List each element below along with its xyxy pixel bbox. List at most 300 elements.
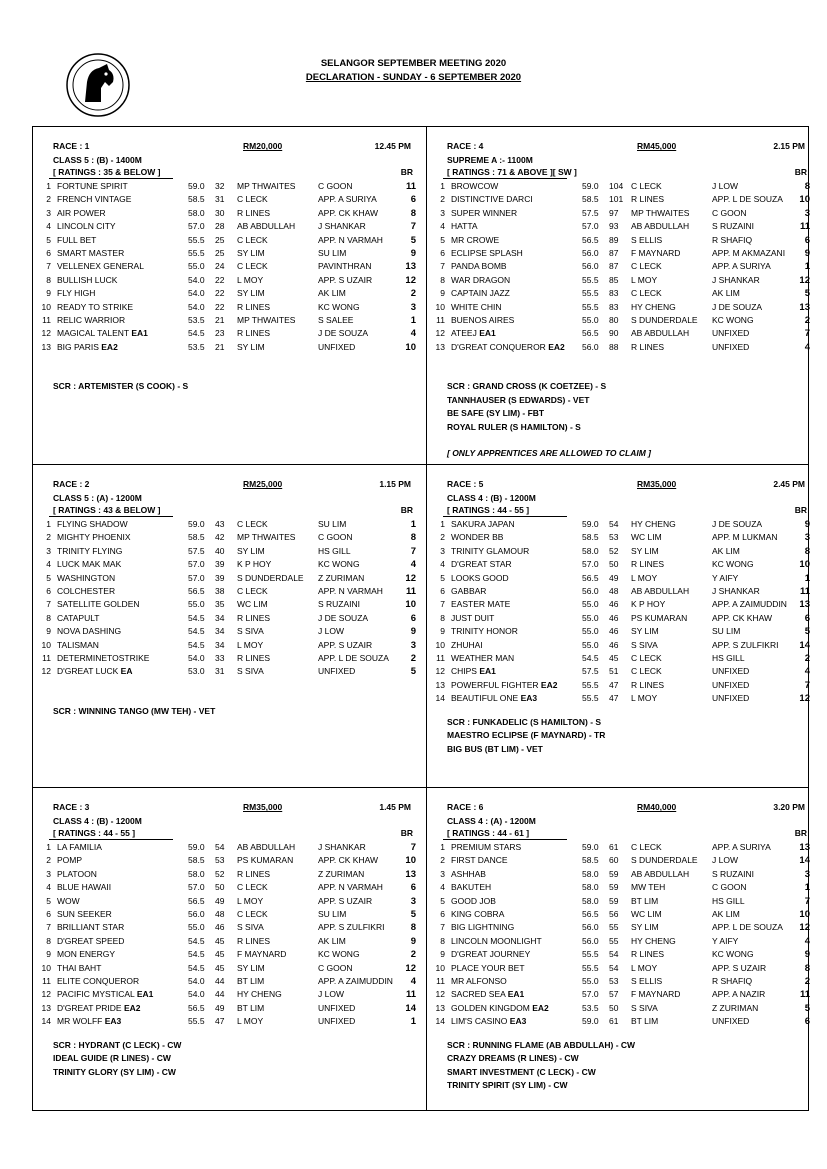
horse-name: BULLISH LUCK [57, 274, 118, 285]
table-row [431, 908, 810, 921]
emergency-tag: EA3 [520, 693, 538, 704]
weight: 53.5 [582, 1002, 599, 1013]
scratchings [53, 380, 188, 394]
trainer: WC LIM [631, 532, 662, 543]
barrier: 13 [405, 868, 416, 880]
horse-name: SAKURA JAPAN [451, 519, 515, 529]
scratching-line: SCR : FUNKADELIC (S HAMILTON) - S [447, 716, 602, 727]
jockey: J SHANKAR [318, 842, 366, 852]
trainer: S SIVA [237, 666, 264, 677]
trainer: PS KUMARAN [631, 612, 688, 623]
horse-number: 9 [440, 288, 445, 299]
table-row [431, 247, 810, 260]
rating: 54 [609, 962, 619, 973]
jockey: UNFIXED [712, 666, 750, 677]
trainer: R LINES [237, 328, 271, 339]
runners-table [37, 180, 416, 354]
jockey: C GOON [712, 207, 747, 218]
rating: 25 [215, 248, 225, 259]
race-class: CLASS 4 : (B) - 1200M [447, 493, 536, 503]
horse-name: NOVA DASHING [57, 626, 122, 637]
horse-name: D'GREAT CONQUEROR EA2 [451, 341, 565, 352]
scratching-line: SCR : ARTEMISTER (S COOK) - S [53, 381, 189, 392]
horse-name: D'GREAT STAR [451, 559, 512, 570]
table-row [431, 868, 810, 881]
race-class: SUPREME A :- 1100M [447, 155, 533, 165]
jockey: UNFIXED [712, 341, 750, 352]
weight: 56.0 [582, 248, 599, 259]
trainer: AB ABDULLAH [631, 328, 690, 339]
horse-name: TRINITY FLYING [57, 545, 123, 556]
horse-number: 11 [42, 976, 51, 987]
jockey: J SHANKAR [318, 221, 366, 232]
table-row [37, 975, 416, 988]
barrier: 13 [799, 842, 810, 853]
jockey: SU LIM [318, 909, 347, 920]
horse-number: 5 [46, 895, 51, 906]
horse-number: 6 [46, 909, 51, 920]
rating: 52 [215, 868, 225, 879]
race-time: 1.45 PM [379, 802, 411, 812]
race-time: 3.20 PM [773, 802, 805, 812]
horse-number: 4 [440, 882, 445, 893]
barrier: 6 [804, 234, 810, 246]
runners-table [37, 841, 416, 1029]
rating: 31 [215, 666, 225, 677]
horse-name: WASHINGTON [57, 572, 116, 583]
horse-number: 3 [440, 868, 445, 879]
horse-name: GOLDEN KINGDOM EA2 [451, 1002, 549, 1013]
rating: 31 [215, 194, 225, 205]
table-row [431, 274, 810, 287]
rating: 34 [215, 626, 225, 637]
rating: 93 [609, 221, 619, 232]
rating: 42 [215, 532, 225, 543]
trainer: C LECK [631, 666, 662, 677]
rating: 33 [215, 653, 225, 664]
horse-number: 8 [46, 274, 51, 285]
jockey: APP. A SURIYA [318, 194, 377, 205]
table-row [37, 988, 416, 1001]
barrier: 10 [799, 909, 810, 921]
horse-name: PLACE YOUR BET [451, 962, 525, 973]
horse-name: TRINITY HONOR [451, 626, 518, 637]
weight: 54.5 [188, 935, 205, 946]
horse-name: SACRED SEA EA1 [451, 989, 525, 1000]
horse-number: 11 [436, 315, 445, 326]
horse-name: FLY HIGH [57, 288, 96, 299]
jockey: APP. CK KHAW [318, 207, 378, 218]
table-row [431, 1002, 810, 1015]
rating: 25 [215, 234, 225, 245]
horse-name: TRINITY GLAMOUR [451, 545, 530, 556]
barrier: 12 [799, 922, 810, 934]
horse-name: THAI BAHT [57, 962, 102, 973]
weight: 56.5 [582, 909, 599, 920]
horse-name: LINCOLN CITY [57, 221, 116, 232]
declaration-subtitle: DECLARATION - SUNDAY - 6 SEPTEMBER 2020 [305, 72, 522, 83]
table-row [37, 314, 416, 327]
barrier: 8 [804, 181, 810, 192]
table-row [431, 935, 810, 948]
rating: 38 [215, 586, 225, 597]
rating: 87 [609, 248, 619, 259]
race-number: RACE : 3 [53, 802, 90, 812]
horse-number: 11 [436, 653, 445, 664]
race-panel [33, 127, 421, 452]
horse-number: 1 [440, 842, 445, 852]
race-ratings: [ RATINGS : 43 & BELOW ] [53, 505, 161, 515]
table-row [37, 639, 416, 652]
weight: 59.0 [188, 519, 205, 529]
barrier: 12 [405, 962, 416, 974]
horse-name: WOW [57, 895, 80, 906]
barrier: 7 [804, 895, 810, 907]
rating: 24 [215, 261, 225, 272]
barrier: 14 [799, 639, 810, 651]
rating: 80 [609, 315, 619, 326]
horse-number: 10 [435, 639, 445, 650]
barrier: 4 [410, 976, 416, 988]
horse-name: FORTUNE SPIRIT [57, 181, 128, 191]
weight: 58.0 [582, 545, 599, 556]
br-header: BR [400, 828, 413, 838]
trainer: SY LIM [631, 545, 659, 556]
weight: 58.5 [582, 532, 599, 543]
table-row [37, 558, 416, 571]
rating: 59 [609, 882, 619, 893]
horse-name: LINCOLN MOONLIGHT [451, 935, 542, 946]
horse-number: 9 [440, 949, 445, 960]
scratching-line: CRAZY DREAMS (R LINES) - CW [447, 1053, 579, 1064]
trainer: MP THWAITES [237, 181, 296, 191]
jockey: APP. S UZAIR [318, 639, 373, 650]
jockey: SU LIM [318, 519, 347, 529]
barrier: 2 [410, 949, 416, 961]
rating: 97 [609, 207, 619, 218]
horse-name: FIRST DANCE [451, 855, 508, 866]
trainer: S SIVA [631, 639, 658, 650]
trainer: R LINES [237, 207, 271, 218]
race-ratings: [ RATINGS : 35 & BELOW ] [53, 167, 161, 177]
barrier: 14 [405, 1002, 416, 1014]
scratchings [447, 1039, 635, 1093]
weight: 57.5 [582, 207, 599, 218]
horse-number: 6 [440, 586, 445, 597]
horse-number: 13 [435, 1002, 445, 1013]
horse-name: BROWCOW [451, 181, 499, 191]
horse-number: 11 [42, 315, 51, 326]
horse-number: 10 [41, 301, 51, 312]
rating: 83 [609, 301, 619, 312]
trainer: R LINES [631, 679, 665, 690]
horse-number: 8 [46, 612, 51, 623]
trainer: F MAYNARD [631, 248, 681, 259]
horse-name: PLATOON [57, 868, 97, 879]
barrier: 4 [410, 559, 416, 571]
jockey: KC WONG [712, 559, 754, 570]
jockey: UNFIXED [712, 1016, 750, 1027]
barrier: 5 [804, 1002, 810, 1014]
table-row [37, 854, 416, 867]
jockey: Z ZURIMAN [318, 868, 365, 879]
horse-number: 2 [440, 532, 445, 543]
rating: 46 [215, 922, 225, 933]
horse-number: 1 [46, 181, 51, 191]
horse-name: POWERFUL FIGHTER EA2 [451, 679, 558, 690]
trainer: BT LIM [631, 1016, 659, 1027]
rating: 53 [609, 532, 619, 543]
horse-number: 2 [46, 194, 51, 205]
weight: 56.0 [582, 261, 599, 272]
weight: 58.0 [188, 207, 205, 218]
barrier: 3 [804, 532, 810, 544]
horse-name: VELLENEX GENERAL [57, 261, 144, 272]
horse-number: 2 [46, 855, 51, 866]
weight: 59.0 [188, 842, 205, 852]
rating: 50 [609, 1002, 619, 1013]
horse-name: ECLIPSE SPLASH [451, 248, 523, 259]
table-row [431, 180, 810, 193]
horse-number: 7 [46, 922, 51, 933]
jockey: APP. N VARMAH [318, 882, 383, 893]
jockey: SU LIM [712, 626, 741, 637]
trainer: C LECK [237, 261, 268, 272]
table-row [431, 841, 810, 854]
table-row [431, 531, 810, 544]
barrier: 2 [410, 653, 416, 665]
rating: 21 [215, 341, 225, 352]
rating: 40 [215, 545, 225, 556]
br-header: BR [400, 505, 413, 515]
horse-name: WAR DRAGON [451, 274, 511, 285]
horse-name: PREMIUM STARS [451, 842, 522, 852]
weight: 57.0 [582, 221, 599, 232]
horse-name: LIM'S CASINO EA3 [451, 1016, 527, 1027]
jockey: APP. A SURIYA [712, 842, 771, 852]
table-row [37, 180, 416, 193]
trainer: HY CHENG [631, 519, 676, 529]
table-row [431, 220, 810, 233]
trainer: BT LIM [237, 1002, 265, 1013]
rating: 89 [609, 234, 619, 245]
race-class: CLASS 5 : (A) - 1200M [53, 493, 142, 503]
horse-name: CAPTAIN JAZZ [451, 288, 510, 299]
rating: 59 [609, 868, 619, 879]
barrier: 11 [405, 586, 416, 598]
barrier: 1 [410, 519, 416, 530]
race-purse: RM20,000 [243, 141, 283, 151]
trainer: MP THWAITES [237, 532, 296, 543]
emergency-tag: EA3 [509, 1016, 527, 1027]
horse-name: ZHUHAI [451, 639, 483, 650]
barrier: 9 [804, 519, 810, 530]
jockey: J LOW [712, 855, 738, 866]
weight: 57.0 [188, 221, 205, 232]
trainer: R LINES [237, 868, 271, 879]
table-row [37, 572, 416, 585]
weight: 55.0 [188, 599, 205, 610]
horse-name: SUN SEEKER [57, 909, 112, 920]
horse-name: KING COBRA [451, 909, 505, 920]
rating: 44 [215, 989, 225, 1000]
emergency-tag: EA2 [101, 341, 118, 352]
trainer: C LECK [631, 842, 662, 852]
race-purse: RM40,000 [637, 802, 677, 812]
horse-number: 13 [435, 341, 445, 352]
jockey: C GOON [318, 532, 353, 543]
trainer: HY CHENG [631, 301, 676, 312]
table-row [37, 193, 416, 206]
rating: 39 [215, 572, 225, 583]
trainer: HY CHENG [237, 989, 282, 1000]
jockey: APP. N VARMAH [318, 234, 383, 245]
horse-number: 10 [435, 962, 445, 973]
trainer: L MOY [237, 1016, 264, 1027]
horse-number: 4 [440, 221, 445, 232]
jockey: J LOW [318, 626, 344, 637]
horse-name: LUCK MAK MAK [57, 559, 122, 570]
rating: 45 [215, 949, 225, 960]
table-row [431, 962, 810, 975]
horse-name: SMART MASTER [57, 248, 125, 259]
barrier: 10 [405, 341, 416, 353]
weight: 56.0 [582, 586, 599, 597]
barrier: 12 [405, 572, 416, 584]
jockey: AK LIM [712, 288, 740, 299]
horse-name: BLUE HAWAII [57, 882, 112, 893]
race-time: 2.45 PM [773, 479, 805, 489]
rating: 55 [609, 935, 619, 946]
trainer: R LINES [237, 935, 271, 946]
trainer: S SIVA [631, 1002, 658, 1013]
jockey: J LOW [712, 181, 738, 191]
table-row [37, 585, 416, 598]
rating: 46 [609, 626, 619, 637]
barrier: 5 [410, 234, 416, 246]
table-row [431, 625, 810, 638]
weight: 56.0 [582, 341, 599, 352]
horse-number: 6 [46, 248, 51, 259]
jockey: AK LIM [318, 288, 346, 299]
trainer: C LECK [631, 288, 662, 299]
race-panel [427, 788, 815, 1113]
rating: 22 [215, 301, 225, 312]
rating: 49 [215, 895, 225, 906]
jockey: APP. L DE SOUZA [712, 922, 783, 933]
rating: 87 [609, 261, 619, 272]
race-class: CLASS 4 : (A) - 1200M [447, 816, 536, 826]
trainer: R LINES [237, 301, 271, 312]
horse-number: 2 [440, 855, 445, 866]
horse-number: 12 [435, 666, 445, 677]
weight: 59.0 [582, 181, 599, 191]
horse-name: BIG LIGHTNING [451, 922, 515, 933]
barrier: 7 [410, 545, 416, 557]
table-row [37, 274, 416, 287]
table-row [37, 207, 416, 220]
horse-number: 5 [46, 572, 51, 583]
horse-name: BEAUTIFUL ONE EA3 [451, 693, 538, 704]
horse-name: MR WOLFF EA3 [57, 1016, 122, 1027]
rating: 45 [609, 653, 619, 664]
horse-number: 3 [46, 207, 51, 218]
table-row [431, 585, 810, 598]
br-header: BR [794, 505, 807, 515]
table-row [431, 639, 810, 652]
barrier: 4 [804, 341, 810, 353]
barrier: 3 [804, 207, 810, 219]
horse-name: GOOD JOB [451, 895, 496, 906]
horse-name: POMP [57, 855, 83, 866]
table-row [37, 908, 416, 921]
race-panel [33, 465, 421, 790]
weight: 55.0 [582, 976, 599, 987]
weight: 54.0 [188, 653, 205, 664]
horse-number: 1 [46, 842, 51, 852]
weight: 55.5 [188, 1016, 205, 1027]
weight: 56.0 [582, 922, 599, 933]
jockey: J SHANKAR [712, 274, 760, 285]
jockey: SU LIM [318, 248, 347, 259]
weight: 54.0 [188, 274, 205, 285]
barrier: 7 [410, 842, 416, 853]
barrier: 10 [405, 599, 416, 611]
race-purse: RM45,000 [637, 141, 677, 151]
table-row [37, 545, 416, 558]
jockey: KC WONG [318, 301, 360, 312]
horse-number: 4 [46, 221, 51, 232]
jockey: KC WONG [712, 949, 754, 960]
horse-number: 3 [46, 545, 51, 556]
trainer: HY CHENG [631, 935, 676, 946]
horse-number: 7 [440, 261, 445, 272]
horse-number: 14 [41, 1016, 51, 1027]
jockey: HS GILL [712, 653, 745, 664]
race-number: RACE : 4 [447, 141, 484, 151]
weight: 55.5 [582, 962, 599, 973]
horse-number: 8 [440, 935, 445, 946]
race-grid [32, 126, 809, 1111]
weight: 56.0 [582, 935, 599, 946]
horse-name: SUPER WINNER [451, 207, 518, 218]
trainer: C LECK [631, 181, 662, 191]
horse-number: 12 [41, 989, 51, 1000]
trainer: C LECK [237, 586, 268, 597]
barrier: 2 [410, 288, 416, 300]
jockey: AK LIM [712, 545, 740, 556]
trainer: S DUNDERDALE [631, 315, 698, 326]
barrier: 12 [799, 274, 810, 286]
race-number: RACE : 6 [447, 802, 484, 812]
weight: 56.0 [188, 909, 205, 920]
rating: 43 [215, 519, 225, 529]
horse-number: 6 [440, 248, 445, 259]
race-ratings: [ RATINGS : 44 - 55 ] [53, 828, 136, 838]
barrier: 1 [804, 572, 810, 584]
rating: 45 [215, 935, 225, 946]
trainer: L MOY [631, 962, 658, 973]
race-class: CLASS 4 : (B) - 1200M [53, 816, 142, 826]
table-row [431, 193, 810, 206]
jockey: R SHAFIQ [712, 976, 753, 987]
barrier: 14 [799, 855, 810, 867]
weight: 55.0 [582, 315, 599, 326]
emergency-tag: EA1 [131, 328, 148, 339]
rating: 49 [609, 572, 619, 583]
table-row [37, 598, 416, 611]
table-row [37, 652, 416, 665]
